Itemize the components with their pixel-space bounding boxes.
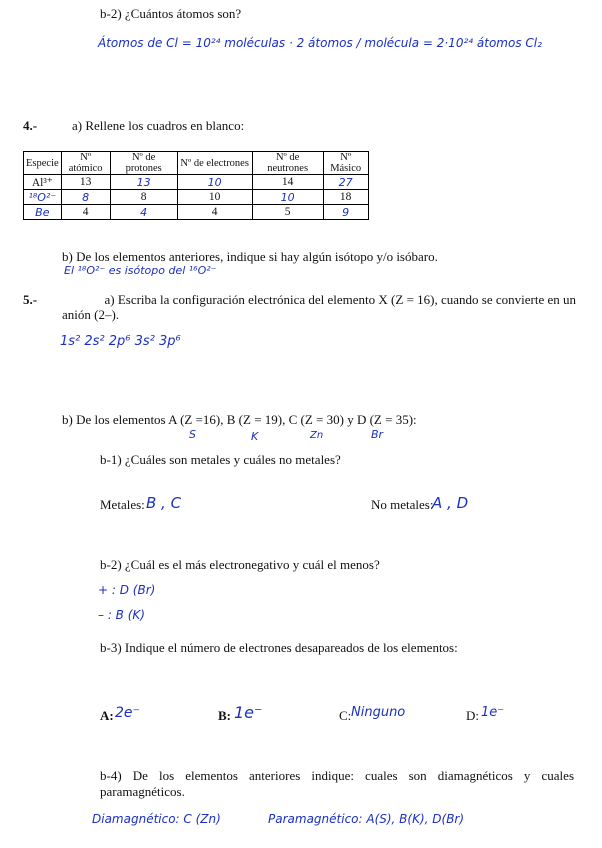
element-a-symbol: S xyxy=(189,428,196,441)
diamagnetic-handwritten-answer: Diamagnético: C (Zn) xyxy=(92,812,221,826)
no-metales-handwritten-answer: A , D xyxy=(432,494,469,512)
element-c-symbol: Zn xyxy=(310,430,324,441)
element-a-label: A: xyxy=(100,708,114,723)
table-header: Nº Másico xyxy=(323,152,368,175)
element-d-unpaired-handwritten: 1e⁻ xyxy=(481,705,505,720)
table-cell-handwritten: 10 xyxy=(177,175,252,190)
table-cell-handwritten: 10 xyxy=(252,190,323,205)
element-c-label: C: xyxy=(339,708,352,723)
question-b2-top-prompt: b-2) ¿Cuántos átomos son? xyxy=(100,6,242,21)
question-5-number: 5.- xyxy=(23,292,38,307)
table-cell: 13 xyxy=(61,175,110,190)
element-b-symbol: K xyxy=(251,430,259,443)
table-header-row xyxy=(24,152,369,175)
table-header: Nº de electrones xyxy=(177,152,252,175)
table-header: Nº de neutrones xyxy=(252,152,323,175)
table-row xyxy=(24,190,369,205)
least-electronegative-handwritten: – : B (K) xyxy=(98,608,145,622)
table-cell-handwritten: ¹⁸O²⁻ xyxy=(24,190,62,205)
table-row xyxy=(24,175,369,190)
table-cell-handwritten: Be xyxy=(24,205,62,220)
table-header: Nº atómico xyxy=(61,152,110,175)
element-d-symbol: Br xyxy=(371,428,384,441)
question-5b-prompt: b) De los elementos A (Z =16), B (Z = 19), C (Z = 30) y D (Z = 35): xyxy=(62,412,417,427)
question-4b-handwritten-answer: El ¹⁸O²⁻ es isótopo del ¹⁶O²⁻ xyxy=(64,264,217,277)
question-5a-prompt-line1: a) Escriba la configuración electrónica del elemento X (Z = 16), cuando se convierte en un xyxy=(104,292,576,307)
question-5b4-prompt-line1: b-4) De los elementos anteriores indique: cuales son diamagnéticos y cuales xyxy=(100,768,574,783)
paramagnetic-handwritten-answer: Paramagnético: A(S), B(K), D(Br) xyxy=(268,812,465,826)
table-header: Nº de protones xyxy=(110,152,177,175)
table-cell: 18 xyxy=(323,190,368,205)
table-cell-handwritten: 13 xyxy=(110,175,177,190)
question-5b4-prompt-line2: paramagnéticos. xyxy=(100,784,185,799)
table-cell: 5 xyxy=(252,205,323,220)
element-b-unpaired-handwritten: 1e⁻ xyxy=(234,703,263,722)
table-cell-handwritten: 8 xyxy=(61,190,110,205)
question-5b3-prompt: b-3) Indique el número de electrones desapareados de los elementos: xyxy=(100,640,458,655)
table-cell: 4 xyxy=(177,205,252,220)
question-5b1-prompt: b-1) ¿Cuáles son metales y cuáles no metales? xyxy=(100,452,341,467)
table-cell-handwritten: 27 xyxy=(323,175,368,190)
no-metales-label: No metales: xyxy=(371,497,434,512)
question-b2-top-handwritten-answer: Átomos de Cl = 10²⁴ moléculas · 2 átomos / molécula = 2·10²⁴ átomos Cl₂ xyxy=(98,36,542,50)
element-c-unpaired-handwritten: Ninguno xyxy=(351,705,406,720)
question-4b-prompt: b) De los elementos anteriores, indique si hay algún isótopo y/o isóbaro. xyxy=(62,249,438,264)
question-4a-prompt: a) Rellene los cuadros en blanco: xyxy=(72,118,245,133)
question-5a-handwritten-answer: 1s² 2s² 2p⁶ 3s² 3p⁶ xyxy=(60,334,181,349)
table-row xyxy=(24,205,369,220)
table-header: Especie xyxy=(24,152,62,175)
element-a-unpaired-handwritten: 2e⁻ xyxy=(115,705,140,721)
table-cell: 14 xyxy=(252,175,323,190)
metales-label: Metales: xyxy=(100,497,145,512)
question-5b2-prompt: b-2) ¿Cuál es el más electronegativo y cuál el menos? xyxy=(100,557,380,572)
table-cell-handwritten: 4 xyxy=(110,205,177,220)
table-cell: 10 xyxy=(177,190,252,205)
species-table xyxy=(23,151,369,220)
question-5a-prompt-line2: anión (2–). xyxy=(62,307,120,322)
table-cell: 4 xyxy=(61,205,110,220)
most-electronegative-handwritten: + : D (Br) xyxy=(98,583,156,597)
table-cell: 8 xyxy=(110,190,177,205)
metales-handwritten-answer: B , C xyxy=(146,494,182,512)
table-cell-handwritten: 9 xyxy=(323,205,368,220)
element-d-label: D: xyxy=(466,708,479,723)
table-cell: Al³⁺ xyxy=(24,175,62,190)
question-4-number: 4.- xyxy=(23,118,38,133)
element-b-label: B: xyxy=(218,708,231,723)
